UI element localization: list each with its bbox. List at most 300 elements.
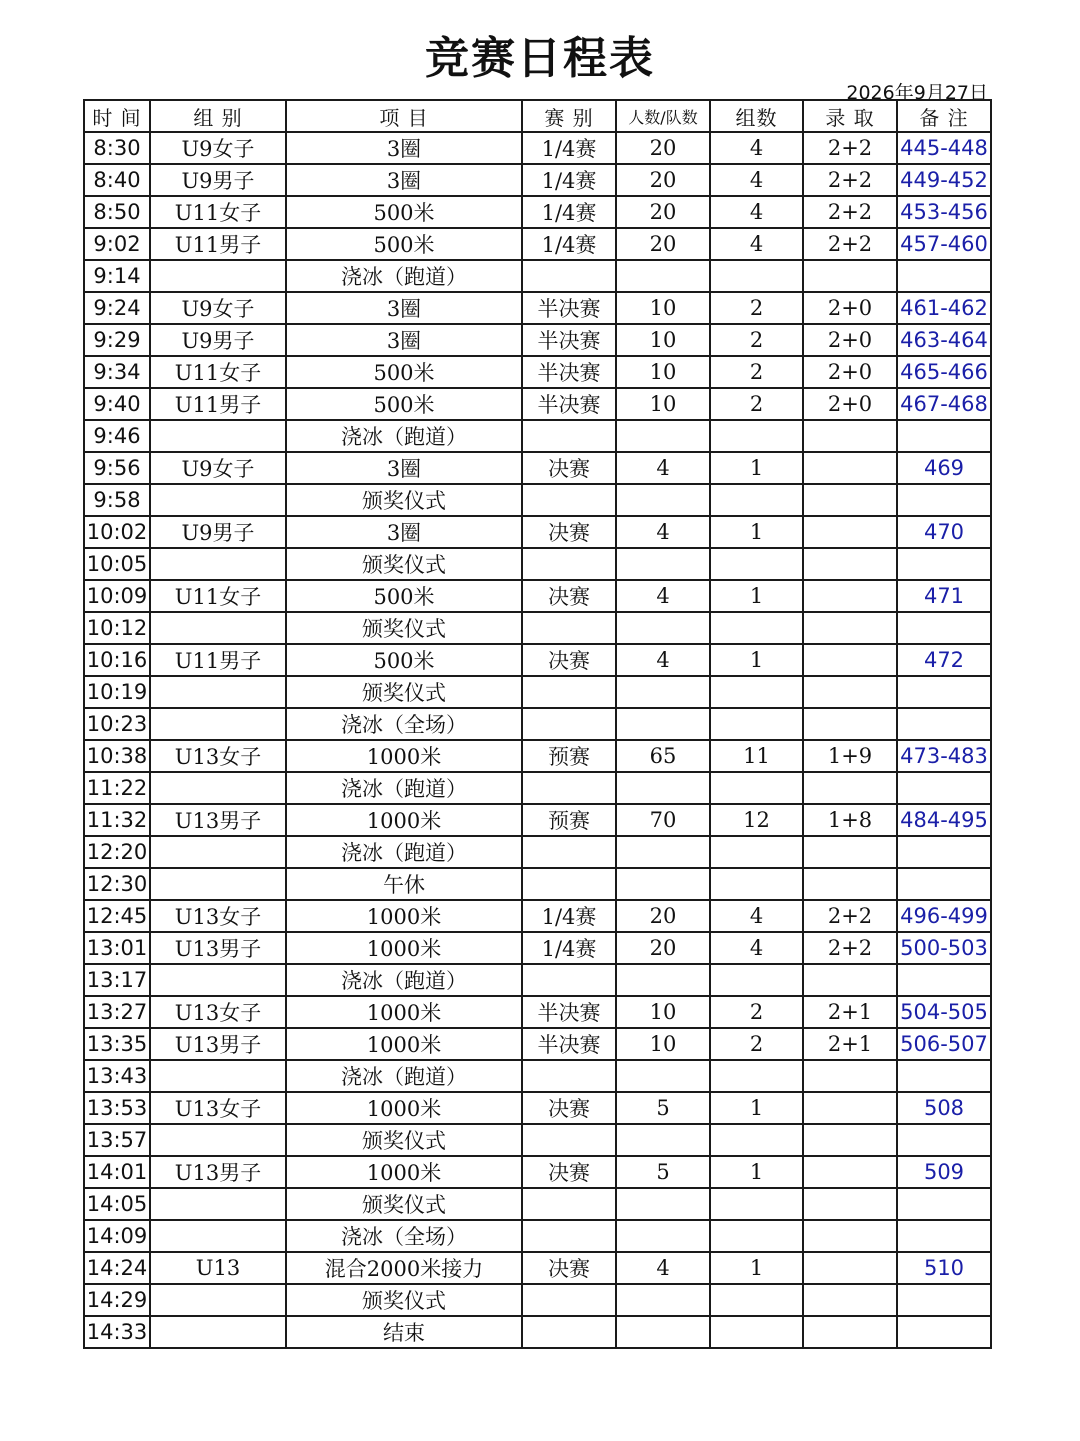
time-cell: 13:17 <box>84 964 150 996</box>
table-row <box>84 548 991 580</box>
event-cell: 浇冰（跑道） <box>286 1060 522 1092</box>
table-row <box>84 1316 991 1348</box>
qualify-cell <box>803 836 897 868</box>
groups-cell <box>710 1316 803 1348</box>
round-cell: 决赛 <box>522 1092 616 1124</box>
round-cell: 1/4赛 <box>522 132 616 164</box>
groups-cell: 4 <box>710 164 803 196</box>
count-cell: 10 <box>616 996 710 1028</box>
event-cell: 结束 <box>286 1316 522 1348</box>
qualify-cell <box>803 1252 897 1284</box>
group-cell: U11女子 <box>150 356 286 388</box>
count-cell: 10 <box>616 356 710 388</box>
group-cell <box>150 548 286 580</box>
note-cell <box>897 612 991 644</box>
note-cell <box>897 1284 991 1316</box>
note-cell <box>897 420 991 452</box>
group-cell: U13女子 <box>150 900 286 932</box>
qualify-cell <box>803 548 897 580</box>
table-row <box>84 708 991 740</box>
time-cell: 11:32 <box>84 804 150 836</box>
event-cell: 500米 <box>286 644 522 676</box>
event-cell: 浇冰（跑道） <box>286 260 522 292</box>
round-cell: 决赛 <box>522 1156 616 1188</box>
count-cell: 20 <box>616 196 710 228</box>
qualify-cell <box>803 452 897 484</box>
table-row <box>84 196 991 228</box>
count-cell: 10 <box>616 324 710 356</box>
round-cell: 1/4赛 <box>522 196 616 228</box>
count-cell <box>616 420 710 452</box>
groups-cell <box>710 964 803 996</box>
event-cell: 颁奖仪式 <box>286 1284 522 1316</box>
round-cell: 半决赛 <box>522 324 616 356</box>
qualify-cell <box>803 772 897 804</box>
group-cell <box>150 484 286 516</box>
group-cell: U13 <box>150 1252 286 1284</box>
time-cell: 10:23 <box>84 708 150 740</box>
qualify-cell <box>803 708 897 740</box>
time-cell: 12:20 <box>84 836 150 868</box>
count-cell <box>616 612 710 644</box>
time-cell: 12:45 <box>84 900 150 932</box>
note-cell: 496-499 <box>897 900 991 932</box>
groups-cell: 2 <box>710 388 803 420</box>
count-cell: 5 <box>616 1092 710 1124</box>
count-cell: 10 <box>616 292 710 324</box>
qualify-cell <box>803 1124 897 1156</box>
table-row <box>84 740 991 772</box>
group-cell: U11男子 <box>150 228 286 260</box>
note-cell: 470 <box>897 516 991 548</box>
note-cell <box>897 708 991 740</box>
note-cell <box>897 868 991 900</box>
count-cell <box>616 836 710 868</box>
round-cell <box>522 676 616 708</box>
qualify-cell: 2+2 <box>803 164 897 196</box>
groups-cell <box>710 1188 803 1220</box>
groups-cell: 12 <box>710 804 803 836</box>
group-cell: U9女子 <box>150 132 286 164</box>
time-cell: 10:12 <box>84 612 150 644</box>
event-cell: 颁奖仪式 <box>286 548 522 580</box>
note-cell <box>897 1188 991 1220</box>
event-cell: 浇冰（全场） <box>286 1220 522 1252</box>
count-cell <box>616 1124 710 1156</box>
round-cell <box>522 1284 616 1316</box>
count-cell: 4 <box>616 1252 710 1284</box>
round-cell: 预赛 <box>522 804 616 836</box>
event-cell: 午休 <box>286 868 522 900</box>
group-cell <box>150 1220 286 1252</box>
note-cell: 473-483 <box>897 740 991 772</box>
group-cell: U13男子 <box>150 1028 286 1060</box>
groups-cell <box>710 1124 803 1156</box>
round-cell: 决赛 <box>522 1252 616 1284</box>
time-cell: 9:46 <box>84 420 150 452</box>
time-cell: 12:30 <box>84 868 150 900</box>
group-cell: U9女子 <box>150 292 286 324</box>
time-cell: 9:40 <box>84 388 150 420</box>
table-row <box>84 644 991 676</box>
round-cell <box>522 1220 616 1252</box>
groups-cell <box>710 836 803 868</box>
table-row <box>84 932 991 964</box>
qualify-cell <box>803 580 897 612</box>
qualify-cell <box>803 260 897 292</box>
qualify-cell: 2+0 <box>803 356 897 388</box>
time-cell: 8:50 <box>84 196 150 228</box>
note-cell: 461-462 <box>897 292 991 324</box>
qualify-cell: 2+1 <box>803 1028 897 1060</box>
event-cell: 1000米 <box>286 900 522 932</box>
note-cell: 465-466 <box>897 356 991 388</box>
event-cell: 3圈 <box>286 516 522 548</box>
round-cell: 决赛 <box>522 516 616 548</box>
time-cell: 9:34 <box>84 356 150 388</box>
group-cell: U13女子 <box>150 1092 286 1124</box>
note-cell: 484-495 <box>897 804 991 836</box>
count-cell <box>616 1188 710 1220</box>
event-cell: 浇冰（跑道） <box>286 420 522 452</box>
round-cell <box>522 964 616 996</box>
event-cell: 500米 <box>286 196 522 228</box>
schedule-table <box>83 99 992 1349</box>
event-cell: 500米 <box>286 580 522 612</box>
group-cell: U11女子 <box>150 196 286 228</box>
count-cell <box>616 708 710 740</box>
time-cell: 14:24 <box>84 1252 150 1284</box>
table-row <box>84 868 991 900</box>
count-cell: 20 <box>616 228 710 260</box>
table-row <box>84 1060 991 1092</box>
table-row <box>84 1188 991 1220</box>
round-cell <box>522 484 616 516</box>
count-cell: 20 <box>616 900 710 932</box>
qualify-cell: 2+0 <box>803 324 897 356</box>
table-row <box>84 164 991 196</box>
round-cell: 1/4赛 <box>522 932 616 964</box>
time-cell: 9:02 <box>84 228 150 260</box>
table-row <box>84 260 991 292</box>
qualify-cell <box>803 484 897 516</box>
note-cell <box>897 260 991 292</box>
round-cell: 决赛 <box>522 644 616 676</box>
count-cell: 20 <box>616 164 710 196</box>
note-cell <box>897 548 991 580</box>
time-cell: 14:33 <box>84 1316 150 1348</box>
groups-cell: 1 <box>710 1252 803 1284</box>
round-cell: 半决赛 <box>522 1028 616 1060</box>
count-cell: 4 <box>616 644 710 676</box>
qualify-cell <box>803 964 897 996</box>
groups-cell: 11 <box>710 740 803 772</box>
note-cell: 449-452 <box>897 164 991 196</box>
round-cell <box>522 836 616 868</box>
note-cell: 467-468 <box>897 388 991 420</box>
note-cell: 500-503 <box>897 932 991 964</box>
group-cell: U13男子 <box>150 804 286 836</box>
table-row <box>84 996 991 1028</box>
groups-cell <box>710 772 803 804</box>
group-cell <box>150 964 286 996</box>
time-cell: 9:29 <box>84 324 150 356</box>
time-cell: 13:35 <box>84 1028 150 1060</box>
event-cell: 1000米 <box>286 804 522 836</box>
note-cell: 510 <box>897 1252 991 1284</box>
time-cell: 13:43 <box>84 1060 150 1092</box>
round-cell <box>522 1124 616 1156</box>
groups-cell: 4 <box>710 196 803 228</box>
header-group: 组 别 <box>150 100 286 132</box>
time-cell: 14:01 <box>84 1156 150 1188</box>
table-row <box>84 612 991 644</box>
count-cell <box>616 1316 710 1348</box>
time-cell: 8:40 <box>84 164 150 196</box>
groups-cell <box>710 676 803 708</box>
group-cell: U13女子 <box>150 996 286 1028</box>
group-cell: U9女子 <box>150 452 286 484</box>
table-row <box>84 228 991 260</box>
time-cell: 9:56 <box>84 452 150 484</box>
group-cell: U9男子 <box>150 516 286 548</box>
round-cell: 1/4赛 <box>522 164 616 196</box>
count-cell: 10 <box>616 388 710 420</box>
group-cell <box>150 868 286 900</box>
count-cell: 20 <box>616 932 710 964</box>
qualify-cell <box>803 1060 897 1092</box>
qualify-cell <box>803 1316 897 1348</box>
header-time: 时 间 <box>84 100 150 132</box>
round-cell: 决赛 <box>522 580 616 612</box>
event-cell: 3圈 <box>286 292 522 324</box>
count-cell: 70 <box>616 804 710 836</box>
note-cell <box>897 1060 991 1092</box>
group-cell: U9男子 <box>150 324 286 356</box>
note-cell <box>897 772 991 804</box>
count-cell <box>616 1220 710 1252</box>
group-cell <box>150 1316 286 1348</box>
event-cell: 500米 <box>286 356 522 388</box>
page-title: 竞赛日程表 <box>425 33 655 84</box>
round-cell: 预赛 <box>522 740 616 772</box>
groups-cell: 2 <box>710 1028 803 1060</box>
groups-cell: 2 <box>710 324 803 356</box>
round-cell: 1/4赛 <box>522 228 616 260</box>
groups-cell <box>710 1284 803 1316</box>
table-row <box>84 676 991 708</box>
groups-cell: 1 <box>710 644 803 676</box>
round-cell <box>522 772 616 804</box>
groups-cell: 4 <box>710 228 803 260</box>
table-row <box>84 772 991 804</box>
group-cell <box>150 612 286 644</box>
count-cell <box>616 1284 710 1316</box>
group-cell: U9男子 <box>150 164 286 196</box>
group-cell <box>150 1124 286 1156</box>
event-cell: 500米 <box>286 388 522 420</box>
note-cell: 469 <box>897 452 991 484</box>
table-row <box>84 516 991 548</box>
table-row <box>84 1252 991 1284</box>
group-cell <box>150 260 286 292</box>
group-cell <box>150 708 286 740</box>
qualify-cell: 2+0 <box>803 292 897 324</box>
table-row <box>84 1028 991 1060</box>
group-cell <box>150 676 286 708</box>
groups-cell <box>710 708 803 740</box>
table-row <box>84 1284 991 1316</box>
note-cell: 472 <box>897 644 991 676</box>
note-cell: 508 <box>897 1092 991 1124</box>
table-row <box>84 900 991 932</box>
time-cell: 9:14 <box>84 260 150 292</box>
table-row <box>84 1092 991 1124</box>
qualify-cell: 1+8 <box>803 804 897 836</box>
round-cell <box>522 1316 616 1348</box>
event-cell: 颁奖仪式 <box>286 1188 522 1220</box>
qualify-cell <box>803 1188 897 1220</box>
note-cell <box>897 836 991 868</box>
count-cell <box>616 260 710 292</box>
table-row <box>84 1124 991 1156</box>
qualify-cell <box>803 868 897 900</box>
note-cell: 457-460 <box>897 228 991 260</box>
round-cell: 半决赛 <box>522 388 616 420</box>
event-cell: 1000米 <box>286 1028 522 1060</box>
time-cell: 13:57 <box>84 1124 150 1156</box>
note-cell: 509 <box>897 1156 991 1188</box>
time-cell: 14:05 <box>84 1188 150 1220</box>
qualify-cell <box>803 1092 897 1124</box>
qualify-cell <box>803 676 897 708</box>
time-cell: 8:30 <box>84 132 150 164</box>
groups-cell: 1 <box>710 580 803 612</box>
header-row <box>84 100 991 132</box>
event-cell: 3圈 <box>286 324 522 356</box>
time-cell: 10:02 <box>84 516 150 548</box>
event-cell: 1000米 <box>286 1092 522 1124</box>
count-cell <box>616 1060 710 1092</box>
event-cell: 1000米 <box>286 740 522 772</box>
event-cell: 1000米 <box>286 932 522 964</box>
schedule-date: 2026年9月27日 <box>846 82 988 104</box>
qualify-cell: 2+2 <box>803 932 897 964</box>
group-cell: U13女子 <box>150 740 286 772</box>
event-cell: 颁奖仪式 <box>286 484 522 516</box>
qualify-cell: 2+0 <box>803 388 897 420</box>
table-row <box>84 580 991 612</box>
note-cell: 504-505 <box>897 996 991 1028</box>
groups-cell: 2 <box>710 996 803 1028</box>
header-qualify: 录 取 <box>803 100 897 132</box>
note-cell: 445-448 <box>897 132 991 164</box>
schedule-body <box>84 132 991 1348</box>
qualify-cell: 2+2 <box>803 196 897 228</box>
note-cell <box>897 1316 991 1348</box>
time-cell: 13:01 <box>84 932 150 964</box>
count-cell <box>616 484 710 516</box>
qualify-cell: 1+9 <box>803 740 897 772</box>
header-note: 备 注 <box>897 100 991 132</box>
round-cell <box>522 420 616 452</box>
event-cell: 1000米 <box>286 996 522 1028</box>
event-cell: 浇冰（跑道） <box>286 964 522 996</box>
event-cell: 颁奖仪式 <box>286 612 522 644</box>
table-row <box>84 1156 991 1188</box>
group-cell: U11女子 <box>150 580 286 612</box>
groups-cell <box>710 612 803 644</box>
event-cell: 浇冰（跑道） <box>286 836 522 868</box>
groups-cell: 2 <box>710 356 803 388</box>
note-cell: 453-456 <box>897 196 991 228</box>
table-row <box>84 388 991 420</box>
groups-cell: 4 <box>710 900 803 932</box>
count-cell: 4 <box>616 452 710 484</box>
groups-cell <box>710 420 803 452</box>
note-cell <box>897 1124 991 1156</box>
round-cell <box>522 1060 616 1092</box>
event-cell: 1000米 <box>286 1156 522 1188</box>
groups-cell: 4 <box>710 932 803 964</box>
count-cell: 4 <box>616 580 710 612</box>
group-cell <box>150 772 286 804</box>
event-cell: 浇冰（全场） <box>286 708 522 740</box>
round-cell <box>522 708 616 740</box>
event-cell: 浇冰（跑道） <box>286 772 522 804</box>
note-cell: 471 <box>897 580 991 612</box>
table-row <box>84 964 991 996</box>
time-cell: 10:38 <box>84 740 150 772</box>
note-cell <box>897 964 991 996</box>
time-cell: 9:24 <box>84 292 150 324</box>
time-cell: 13:27 <box>84 996 150 1028</box>
count-cell: 5 <box>616 1156 710 1188</box>
qualify-cell <box>803 516 897 548</box>
qualify-cell <box>803 1220 897 1252</box>
group-cell: U11男子 <box>150 644 286 676</box>
time-cell: 14:09 <box>84 1220 150 1252</box>
groups-cell: 1 <box>710 1092 803 1124</box>
qualify-cell: 2+2 <box>803 900 897 932</box>
qualify-cell: 2+1 <box>803 996 897 1028</box>
time-cell: 11:22 <box>84 772 150 804</box>
table-row <box>84 484 991 516</box>
event-cell: 3圈 <box>286 164 522 196</box>
group-cell <box>150 1060 286 1092</box>
count-cell <box>616 868 710 900</box>
qualify-cell <box>803 1284 897 1316</box>
qualify-cell <box>803 644 897 676</box>
count-cell: 20 <box>616 132 710 164</box>
header-round: 赛 别 <box>522 100 616 132</box>
event-cell: 颁奖仪式 <box>286 676 522 708</box>
event-cell: 3圈 <box>286 452 522 484</box>
round-cell: 决赛 <box>522 452 616 484</box>
groups-cell <box>710 484 803 516</box>
qualify-cell: 2+2 <box>803 228 897 260</box>
round-cell: 半决赛 <box>522 356 616 388</box>
groups-cell <box>710 260 803 292</box>
count-cell: 10 <box>616 1028 710 1060</box>
event-cell: 500米 <box>286 228 522 260</box>
group-cell: U13男子 <box>150 1156 286 1188</box>
round-cell: 1/4赛 <box>522 900 616 932</box>
round-cell <box>522 260 616 292</box>
event-cell: 混合2000米接力 <box>286 1252 522 1284</box>
count-cell: 4 <box>616 516 710 548</box>
qualify-cell <box>803 612 897 644</box>
